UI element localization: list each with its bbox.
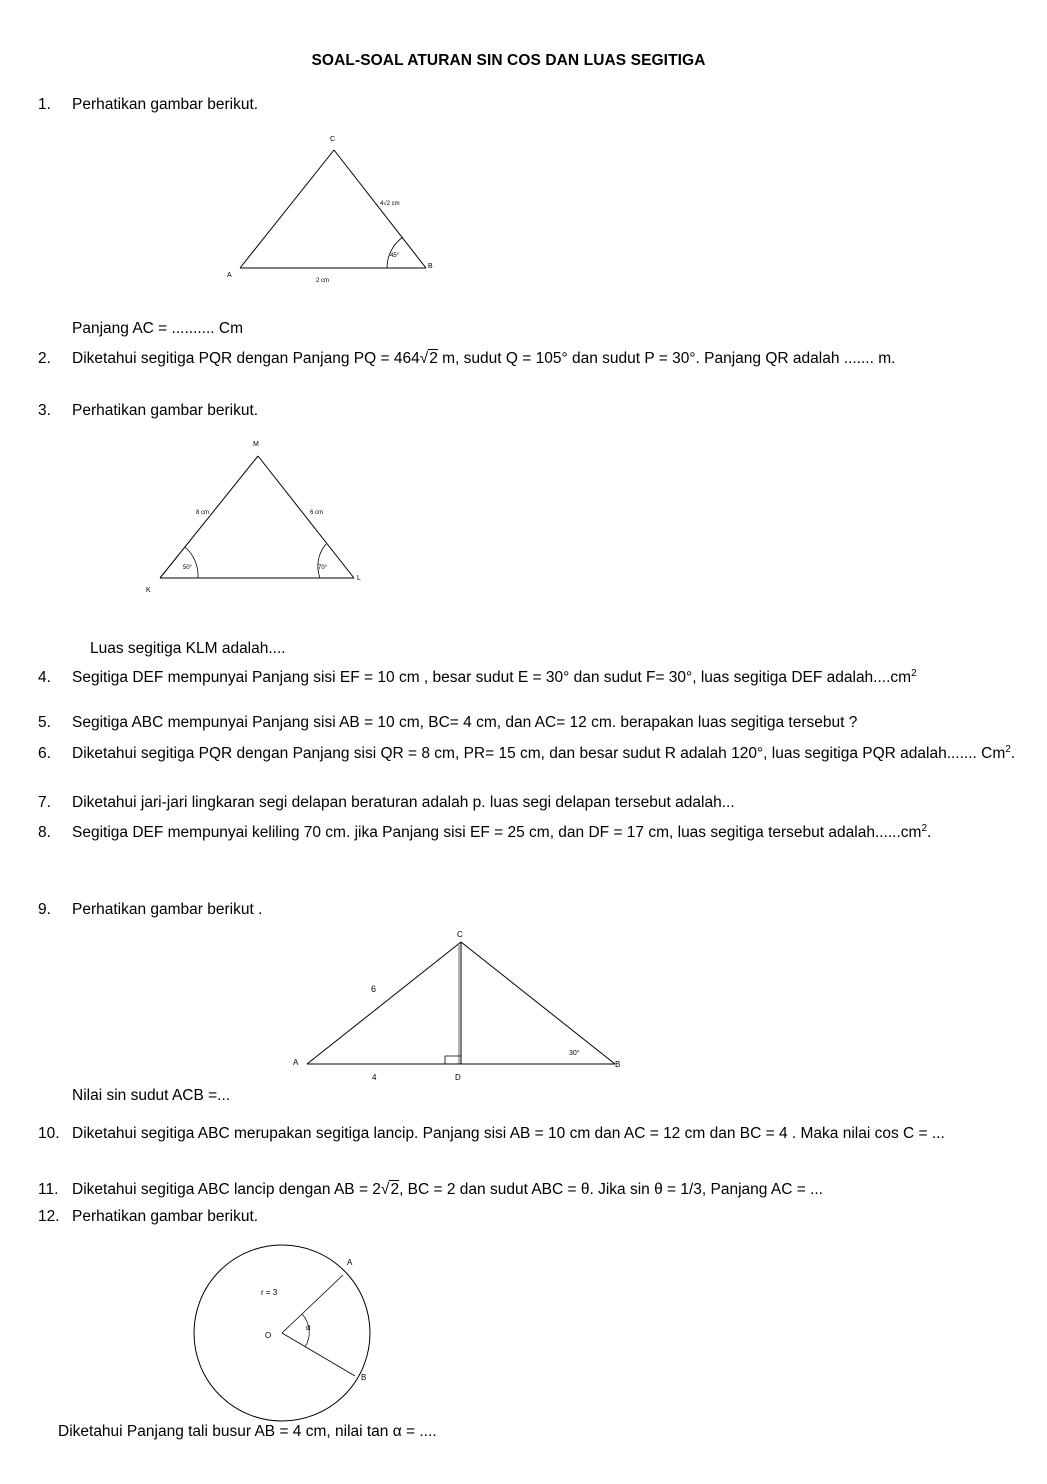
superscript: 2 <box>1005 744 1011 755</box>
radius-oa <box>282 1275 343 1333</box>
figure-triangle-acb <box>285 925 635 1085</box>
vertex-b: B <box>615 1060 621 1069</box>
question-text-post: , BC = 2 dan sudut ABC = θ. Jika sin θ = 1/3, Panjang AC = ... <box>399 1181 823 1198</box>
angle-b-label: 30° <box>569 1050 580 1057</box>
side-ac <box>240 150 334 268</box>
radius-label: r = 3 <box>261 1288 278 1297</box>
question-number: 12. <box>38 1208 60 1225</box>
vertex-c: C <box>457 930 463 939</box>
question-9-answer: Nilai sin sudut ACB =... <box>72 1087 231 1104</box>
question-number: 4. <box>38 669 51 687</box>
question-text: Perhatikan gambar berikut . <box>72 901 263 918</box>
side-ab-label: 2 cm <box>316 278 330 284</box>
angle-arc-k <box>185 547 198 578</box>
side-bc <box>461 942 615 1064</box>
question-number: 7. <box>38 794 51 811</box>
figure-circle <box>185 1240 385 1430</box>
question-text: Perhatikan gambar berikut. <box>72 1208 259 1225</box>
question-4 <box>38 661 1017 690</box>
question-5 <box>38 710 1017 735</box>
right-angle-mark <box>445 1056 461 1064</box>
question-text-pre: Diketahui segitiga PQR dengan Panjang PQ = 464 <box>72 350 420 367</box>
side-lm <box>258 456 354 578</box>
side-lm-label: 6 cm <box>310 510 324 516</box>
question-number: 2. <box>38 350 51 367</box>
angle-b-label: 45° <box>390 253 400 259</box>
alpha-label: α <box>306 1323 311 1332</box>
superscript: 2 <box>911 668 917 679</box>
question-text: Diketahui segitiga ABC merupakan segitiga lancip. Panjang sisi AB = 10 cm dan AC = 12 cm dan BC = 4 . Maka nilai cos C = ... <box>72 1125 945 1142</box>
question-3-answer: Luas segitiga KLM adalah.... <box>90 640 286 657</box>
question-number: 10. <box>38 1125 60 1142</box>
question-8: 8. Segitiga DEF mempunyai keliling 70 cm. jika Panjang sisi EF = 25 cm, dan DF = 17 cm, luas segitiga tersebut $adalah......cm^2$. <box>38 816 1017 845</box>
question-number: 5. <box>38 714 51 731</box>
figure-triangle-klm <box>140 436 370 596</box>
side-bc-label: 4√2 cm <box>380 201 400 207</box>
point-b: B <box>361 1373 367 1382</box>
question-12 <box>38 1204 983 1229</box>
vertex-c: C <box>330 136 336 143</box>
vertex-m: M <box>253 441 259 448</box>
sqrt-radicand: 2 <box>390 1181 400 1198</box>
point-a: A <box>347 1258 353 1267</box>
side-ac-label: 6 <box>371 984 377 994</box>
question-3 <box>38 398 983 423</box>
question-number: 8. <box>38 824 51 842</box>
vertex-b: B <box>428 263 433 270</box>
question-10 <box>38 1121 1017 1146</box>
question-12-answer: Diketahui Panjang tali busur AB = 4 cm, nilai tan α = .... <box>58 1423 437 1440</box>
page-title: SOAL-SOAL ATURAN SIN COS DAN LUAS SEGITIGA <box>311 52 706 69</box>
side-ad-label: 4 <box>372 1073 377 1082</box>
point-o: O <box>265 1331 272 1340</box>
figure-triangle-abc <box>220 130 450 290</box>
question-1 <box>38 92 983 117</box>
question-text: Segitiga DEF mempunyai keliling 70 cm. jika Panjang sisi EF = 25 cm, dan DF = 17 cm, luas segitiga tersebut adalah......cm <box>72 824 922 842</box>
side-km <box>160 456 258 578</box>
side-bc <box>334 150 426 268</box>
side-km-label: 8 cm <box>196 510 210 516</box>
angle-l-label: 70° <box>318 565 328 571</box>
question-number: 6. <box>38 745 51 763</box>
question-1-answer: Panjang AC = .......... Cm <box>72 320 244 337</box>
question-number: 9. <box>38 901 51 918</box>
question-7 <box>38 790 1017 815</box>
vertex-l: L <box>357 575 361 582</box>
question-number: 3. <box>38 402 51 419</box>
sqrt-radicand: 2 <box>429 350 438 367</box>
question-2: 2. Diketahui segitiga PQR dengan Panjang PQ = 464√2 m, sudut Q = 105° dan sudut P = 30°. Panjang QR adalah ....... m. <box>38 346 1017 371</box>
angle-k-label: 50° <box>183 565 193 571</box>
question-text: Segitiga ABC mempunyai Panjang sisi AB = 10 cm, BC= 4 cm, dan AC= 12 cm. berapakan luas segitiga tersebut ? <box>72 714 858 731</box>
question-number: 1. <box>38 96 51 113</box>
question-text: Perhatikan gambar berikut. <box>72 402 259 419</box>
vertex-a: A <box>293 1058 299 1067</box>
question-9 <box>38 897 983 922</box>
question-6: 6. Diketahui segitiga PQR dengan Panjang sisi QR = 8 cm, PR= 15 cm, dan besar sudut R adalah 120°, luas segitiga PQR adalah....... Cm$^2$. <box>38 737 1017 766</box>
question-number: 11. <box>38 1181 59 1198</box>
question-text: Diketahui jari-jari lingkaran segi delapan beraturan adalah p. luas segi delapan tersebut adalah... <box>72 794 735 811</box>
superscript: 2 <box>921 823 928 834</box>
question-11: 11. Diketahui segitiga ABC lancip dengan AB = 2√2, BC = 2 dan sudut ABC = θ. Jika sin θ = 1/3, Panjang AC = ... <box>38 1177 1017 1202</box>
point-d: D <box>455 1073 461 1082</box>
angle-arc-l <box>318 544 326 578</box>
question-text: Perhatikan gambar berikut. <box>72 96 259 113</box>
question-text: Segitiga DEF mempunyai Panjang sisi EF = 10 cm , besar sudut E = 30° dan sudut F= 30°, luas segitiga DEF adalah....cm <box>72 669 912 687</box>
radius-ob <box>282 1333 355 1376</box>
vertex-k: K <box>146 587 151 594</box>
vertex-a: A <box>227 272 232 279</box>
question-text-post: m, sudut Q = 105° dan sudut P = 30°. Panjang QR adalah ....... m. <box>437 350 896 367</box>
question-text-pre: Diketahui segitiga ABC lancip dengan AB = 2 <box>72 1181 381 1198</box>
question-text: Diketahui segitiga PQR dengan Panjang sisi QR = 8 cm, PR= 15 cm, dan besar sudut R adalah 120°, luas segitiga PQR adalah....... Cm <box>72 745 1006 763</box>
side-ac <box>307 942 461 1064</box>
